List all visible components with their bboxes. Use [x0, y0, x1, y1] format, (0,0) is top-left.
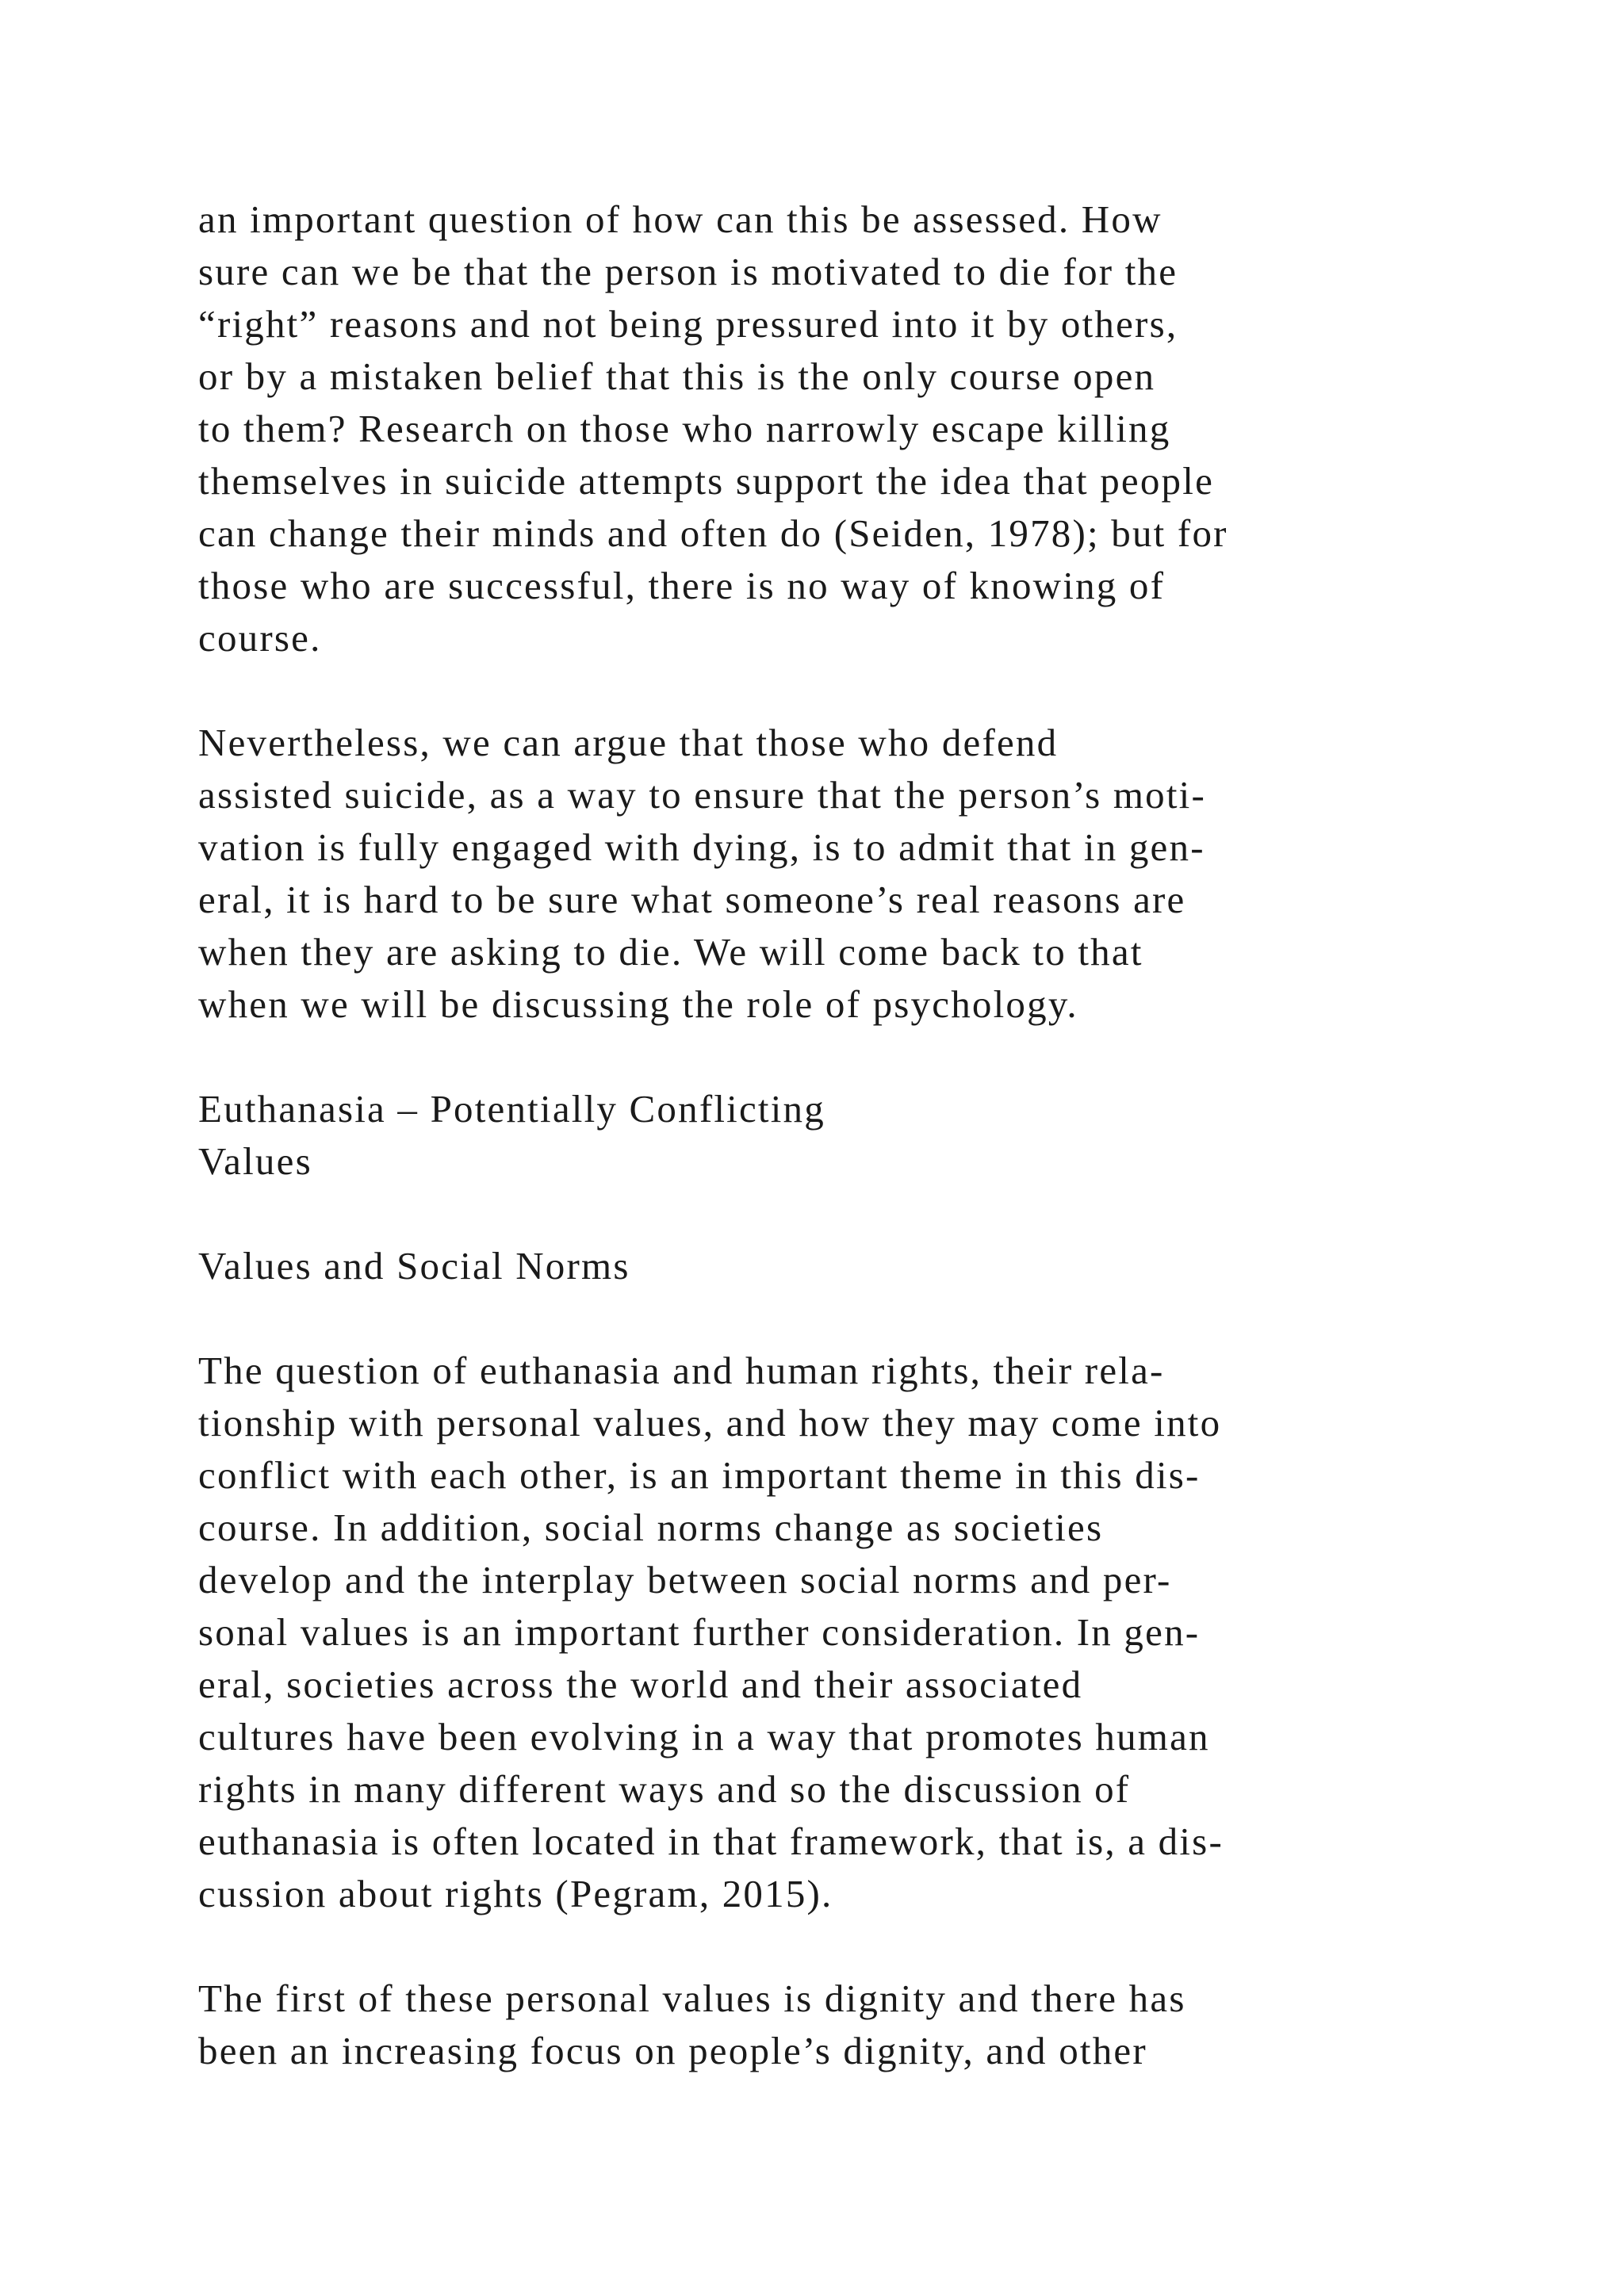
- subsection-heading: [198, 1240, 1546, 1292]
- text-line: when we will be discussing the role of psychology.: [198, 982, 1078, 1026]
- text-line: tionship with personal values, and how they may come into: [198, 1401, 1222, 1445]
- section-heading: [198, 1083, 1546, 1188]
- text-line: sure can we be that the person is motivated to die for the: [198, 250, 1178, 293]
- text-line: vation is fully engaged with dying, is to admit that in gen-: [198, 825, 1205, 869]
- text-line: “right” reasons and not being pressured into it by others,: [198, 302, 1178, 346]
- text-line: eral, societies across the world and their associated: [198, 1663, 1083, 1706]
- heading-line: Euthanasia – Potentially Conflicting: [198, 1087, 825, 1131]
- text-line: assisted suicide, as a way to ensure that the person’s moti-: [198, 773, 1206, 817]
- text-line: The first of these personal values is dignity and there has: [198, 1976, 1186, 2020]
- text-line: Nevertheless, we can argue that those who defend: [198, 721, 1059, 764]
- paragraph-human-rights: [198, 1345, 1546, 1920]
- text-line: course.: [198, 616, 322, 660]
- text-line: or by a mistaken belief that this is the only course open: [198, 354, 1156, 398]
- text-line: cultures have been evolving in a way that promotes human: [198, 1715, 1210, 1758]
- heading-line: Values: [198, 1139, 312, 1183]
- text-line: when they are asking to die. We will come back to that: [198, 930, 1143, 974]
- text-line: rights in many different ways and so the discussion of: [198, 1767, 1131, 1811]
- text-line: The question of euthanasia and human rights, their rela-: [198, 1349, 1165, 1392]
- text-line: conflict with each other, is an important theme in this dis-: [198, 1453, 1201, 1497]
- text-line: to them? Research on those who narrowly escape killing: [198, 407, 1171, 450]
- text-line: sonal values is an important further consideration. In gen-: [198, 1610, 1201, 1654]
- text-line: themselves in suicide attempts support the idea that people: [198, 459, 1215, 503]
- paragraph-assessment: [198, 193, 1546, 664]
- text-line: cussion about rights (Pegram, 2015).: [198, 1872, 833, 1915]
- text-line: course. In addition, social norms change as societies: [198, 1506, 1104, 1549]
- text-line: an important question of how can this be assessed. How: [198, 197, 1162, 241]
- paragraph-nevertheless: [198, 717, 1546, 1031]
- paragraph-dignity: [198, 1973, 1546, 2077]
- document-text: [198, 193, 1546, 2077]
- text-line: been an increasing focus on people’s dignity, and other: [198, 2029, 1147, 2072]
- heading-line: Values and Social Norms: [198, 1244, 630, 1288]
- text-line: can change their minds and often do (Seiden, 1978); but for: [198, 511, 1228, 555]
- text-line: eral, it is hard to be sure what someone’s real reasons are: [198, 878, 1186, 921]
- text-line: develop and the interplay between social norms and per-: [198, 1558, 1172, 1601]
- text-line: euthanasia is often located in that framework, that is, a dis-: [198, 1820, 1224, 1863]
- text-line: those who are successful, there is no way of knowing of: [198, 564, 1166, 607]
